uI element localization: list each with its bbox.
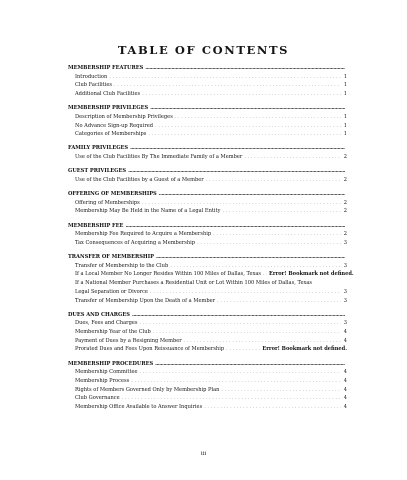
toc-entry-label: Dues, Fees and Charges xyxy=(75,320,138,327)
toc-page-number: 1 xyxy=(343,131,347,138)
toc-entry[interactable] xyxy=(68,368,347,377)
bookmark-error-text: Error! Bookmark not defined. xyxy=(269,271,354,278)
toc-page-number: 4 xyxy=(343,377,347,384)
section-heading-label: MEMBERSHIP FEATURES xyxy=(68,65,144,71)
toc-entry[interactable] xyxy=(68,270,354,279)
toc-page-number: 3 xyxy=(343,239,347,246)
toc-section-heading[interactable] xyxy=(68,167,347,176)
toc-entry-label: Legal Separation or Divorce xyxy=(75,288,148,295)
toc-entry[interactable] xyxy=(68,130,347,139)
section-heading-label: TRANSFER OF MEMBERSHIP xyxy=(68,254,154,260)
toc-entry-label: Additional Club Facilities xyxy=(75,91,141,98)
toc-entry[interactable] xyxy=(68,199,347,208)
toc-section xyxy=(68,222,347,248)
dot-leader xyxy=(145,64,345,73)
dot-leader xyxy=(175,113,341,122)
toc-entry[interactable] xyxy=(68,279,347,288)
dot-leader xyxy=(206,176,341,185)
dot-leader xyxy=(142,199,341,208)
toc-section-heading[interactable] xyxy=(68,222,347,231)
toc-entry[interactable] xyxy=(68,90,347,99)
toc-section-heading[interactable] xyxy=(68,144,347,153)
dot-leader xyxy=(114,81,341,90)
toc-entry[interactable] xyxy=(68,337,347,346)
toc-entry-label: Prorated Dues and Fees Upon Reissuance of Membership xyxy=(75,346,225,353)
toc-section-heading[interactable] xyxy=(68,311,347,320)
section-heading-label: FAMILY PRIVILEGES xyxy=(68,145,129,152)
dot-leader xyxy=(140,368,341,377)
toc-page-number: 4 xyxy=(343,337,347,344)
toc-entry[interactable] xyxy=(68,230,347,239)
table-of-contents xyxy=(68,64,354,417)
dot-leader xyxy=(122,394,341,403)
toc-entry[interactable] xyxy=(68,262,347,271)
toc-entry[interactable] xyxy=(68,403,347,412)
toc-entry[interactable] xyxy=(68,113,347,122)
dot-leader xyxy=(197,239,341,248)
dot-leader xyxy=(170,262,341,271)
toc-entry-label: Rights of Members Governed Only by Membership Plan xyxy=(75,386,220,393)
dot-leader xyxy=(226,345,260,354)
toc-page-number: 3 xyxy=(343,320,347,327)
dot-leader xyxy=(150,288,341,297)
toc-page-number: 3 xyxy=(343,288,347,295)
toc-page-number: 1 xyxy=(343,91,347,98)
toc-entry[interactable] xyxy=(68,328,347,337)
dot-leader xyxy=(184,337,341,346)
dot-leader xyxy=(153,328,341,337)
toc-page-number: 4 xyxy=(343,395,347,402)
toc-entry-label: If a Local Member No Longer Resides Within 100 Miles of Dallas, Texas xyxy=(75,271,262,278)
toc-entry-label: Club Facilities xyxy=(75,82,112,89)
toc-entry-label: Categories of Memberships xyxy=(75,131,147,138)
dot-leader xyxy=(221,386,341,395)
dot-leader xyxy=(130,144,345,153)
toc-page-number: 3 xyxy=(343,262,347,269)
section-heading-label: MEMBERSHIP FEE xyxy=(68,222,124,229)
dot-leader xyxy=(155,360,345,369)
dot-leader xyxy=(140,319,342,328)
section-heading-label: MEMBERSHIP PRIVILEGES xyxy=(68,105,149,112)
section-heading-label: MEMBERSHIP PROCEDURES xyxy=(68,360,154,367)
toc-section-heading[interactable] xyxy=(68,360,347,369)
toc-entry-label: Transfer of Membership to the Club xyxy=(75,262,169,269)
toc-entry-label: Membership Year of the Club xyxy=(75,329,151,336)
dot-leader xyxy=(213,230,341,239)
dot-leader xyxy=(222,207,341,216)
dot-leader xyxy=(263,270,267,279)
dot-leader xyxy=(244,153,341,162)
toc-section xyxy=(68,311,347,355)
toc-section xyxy=(68,190,347,216)
toc-entry[interactable] xyxy=(68,394,347,403)
toc-page-number: 4 xyxy=(343,369,347,376)
toc-entry-label: Offering of Memberships xyxy=(75,199,140,206)
toc-entry-label: Membership Committee xyxy=(75,369,138,376)
toc-entry-label: Tax Consequences of Acquiring a Membership xyxy=(75,239,196,246)
toc-entry[interactable] xyxy=(68,288,347,297)
dot-leader xyxy=(148,130,341,139)
toc-entry-label: Payment of Dues by a Resigning Member xyxy=(75,337,182,344)
dot-leader xyxy=(204,403,341,412)
toc-entry[interactable] xyxy=(68,239,347,248)
toc-section-heading[interactable] xyxy=(68,190,347,199)
toc-entry[interactable] xyxy=(68,377,347,386)
dot-leader xyxy=(156,253,345,262)
toc-entry[interactable] xyxy=(68,319,347,328)
toc-page-number: 1 xyxy=(343,122,347,129)
toc-page-number: 2 xyxy=(343,231,347,238)
toc-entry-label: Use of the Club Facilities by a Guest of a Member xyxy=(75,176,204,183)
toc-section-heading[interactable] xyxy=(68,104,347,113)
section-heading-label: GUEST PRIVILEGES xyxy=(68,168,127,175)
toc-page-number: 1 xyxy=(343,73,347,80)
toc-entry[interactable] xyxy=(68,207,347,216)
toc-section xyxy=(68,64,347,99)
toc-entry-label: Membership Office Available to Answer Inquiries xyxy=(75,404,203,411)
page-title: TABLE OF CONTENTS xyxy=(117,43,290,57)
toc-entry[interactable] xyxy=(68,153,347,162)
toc-page-number: 2 xyxy=(343,154,347,161)
dot-leader xyxy=(132,311,345,320)
bookmark-error-text: Error! Bookmark not defined. xyxy=(262,346,347,353)
dot-leader xyxy=(150,104,345,113)
toc-entry[interactable] xyxy=(68,345,347,354)
toc-page-number: 2 xyxy=(343,176,347,183)
dot-leader xyxy=(159,190,345,199)
dot-leader xyxy=(155,122,341,131)
page-number-footer: iii xyxy=(200,451,207,457)
toc-page-number: 2 xyxy=(343,208,347,215)
toc-entry-label: No Advance Sign-up Required xyxy=(75,122,154,129)
toc-entry-label: Transfer of Membership Upon the Death of a Member xyxy=(75,297,216,304)
toc-section xyxy=(68,253,354,305)
dot-leader xyxy=(142,90,341,99)
toc-entry-label: Membership Fee Required to Acquire a Membership xyxy=(75,231,212,238)
toc-page-number: 1 xyxy=(343,113,347,120)
toc-section xyxy=(68,104,347,139)
section-heading-label: OFFERING OF MEMBERSHIPS xyxy=(68,191,157,197)
toc-entry[interactable] xyxy=(68,122,347,131)
dot-leader xyxy=(125,222,345,231)
dot-leader xyxy=(109,73,341,82)
toc-entry-label: Description of Membership Privileges xyxy=(75,113,173,120)
dot-leader xyxy=(131,377,341,386)
toc-entry[interactable] xyxy=(68,176,347,185)
toc-page-number: 1 xyxy=(343,82,347,89)
toc-section-heading[interactable] xyxy=(68,64,347,73)
toc-entry-label: Use of the Club Facilities By The Immediate Family of a Member xyxy=(75,154,243,161)
toc-page-number: 4 xyxy=(343,404,347,411)
toc-entry[interactable] xyxy=(68,386,347,395)
toc-page-number: 4 xyxy=(343,386,347,393)
toc-entry[interactable] xyxy=(68,73,347,82)
toc-entry-label: Introduction xyxy=(75,73,108,80)
toc-section xyxy=(68,144,347,161)
section-heading-label: DUES AND CHARGES xyxy=(68,311,130,318)
toc-page-number: 4 xyxy=(343,329,347,336)
toc-entry-label: Club Governance xyxy=(75,395,120,402)
toc-entry-label: Membership May Be Held in the Name of a Legal Entity xyxy=(75,208,221,215)
toc-page-number: 3 xyxy=(343,297,347,304)
toc-entry[interactable] xyxy=(68,81,347,90)
dot-leader xyxy=(128,167,345,176)
toc-entry-label: Membership Process xyxy=(75,377,130,384)
toc-entry[interactable] xyxy=(68,297,347,306)
toc-section xyxy=(68,360,347,412)
toc-page-number: 2 xyxy=(343,199,347,206)
dot-leader xyxy=(217,297,341,306)
toc-section-heading[interactable] xyxy=(68,253,347,262)
toc-section xyxy=(68,167,347,184)
toc-entry-label: If a National Member Purchases a Residential Unit or Lot Within 100 Miles of Dallas, Texas xyxy=(75,280,312,287)
